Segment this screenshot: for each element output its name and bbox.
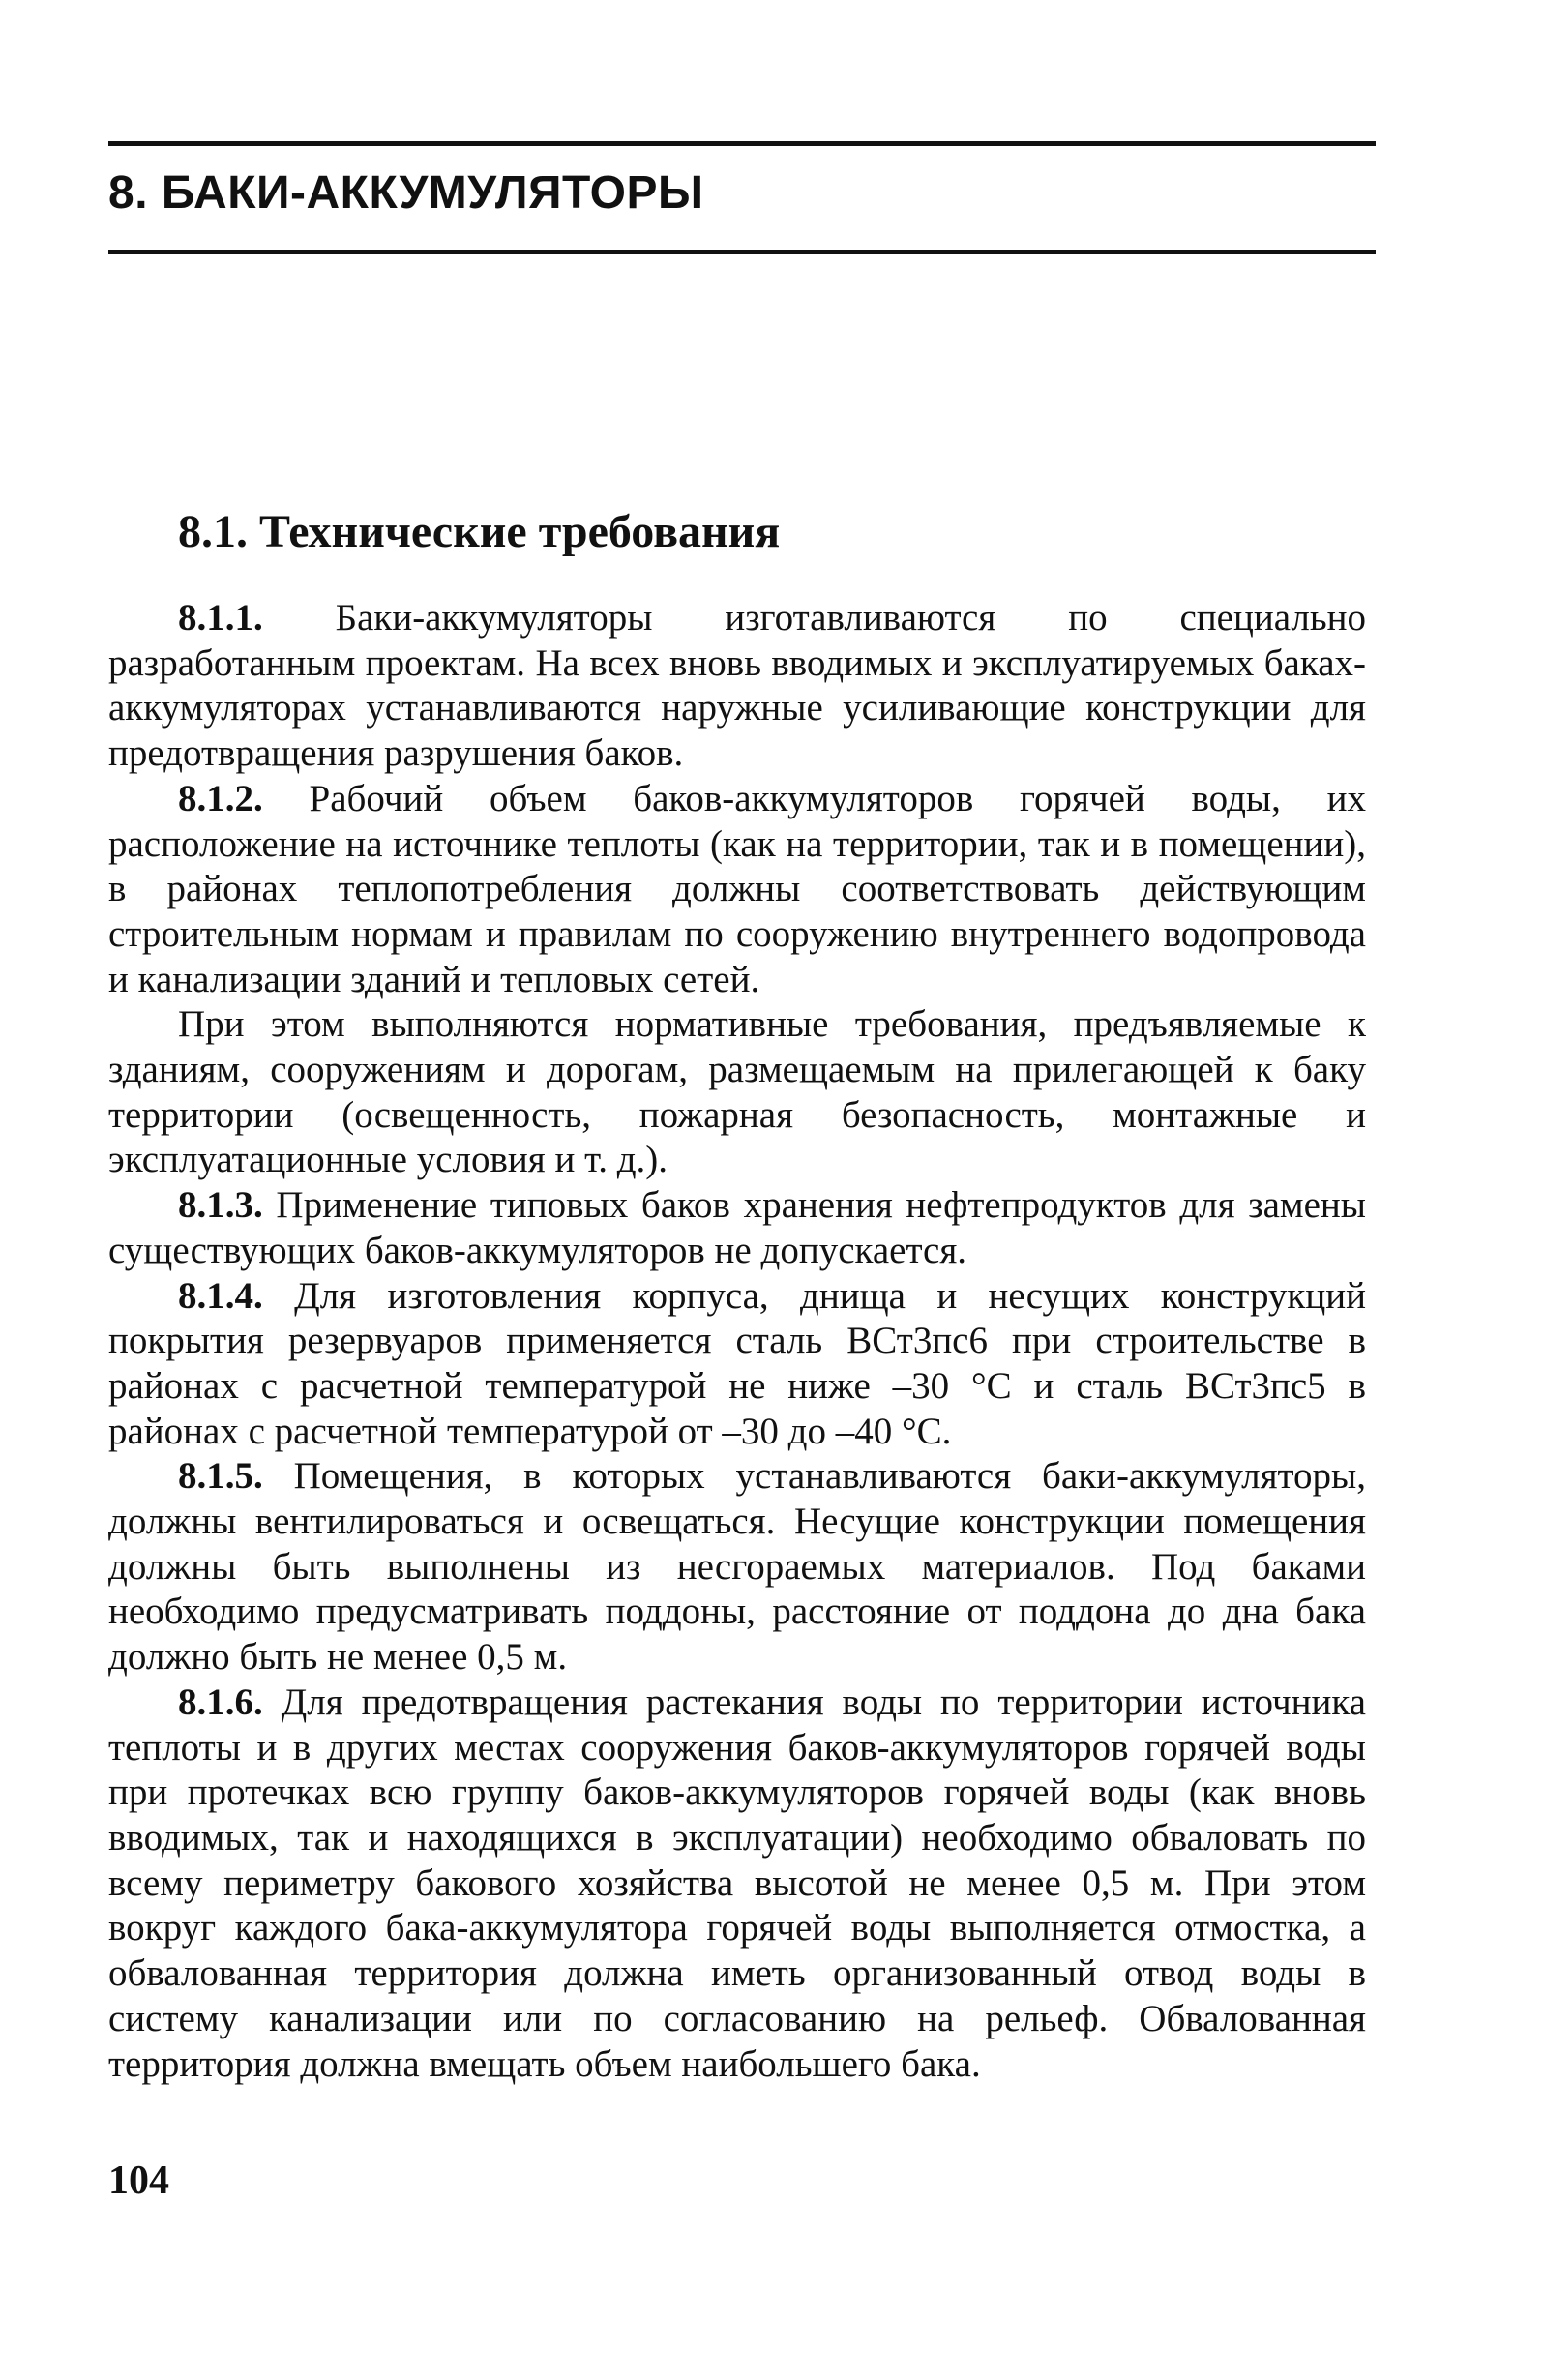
paragraph-8-1-1	[108, 596, 1366, 777]
paragraph-number: 8.1.3.	[178, 1184, 263, 1227]
paragraph-text: При этом выполняются нормативные требования, предъявляемые к зданиям, сооружениям и дорогам, размещаемым на прилегающей к баку территории (освещенность, пожарная безопасность, монтажные и эксплуатационные условия и т. д.).	[108, 1003, 1366, 1181]
paragraph-number: 8.1.1.	[178, 597, 263, 639]
paragraph-text: Применение типовых баков хранения нефтепродуктов для замены существующих баков-аккумуляторов не допускается.	[108, 1184, 1366, 1271]
paragraph-8-1-2	[108, 777, 1366, 1003]
paragraph-text: Баки-аккумуляторы изготавливаются по специально разработанным проектам. На всех вновь вводимых и эксплуатируемых баках-аккумуляторах устанавливаются наружные усиливающие конструкции для предотвращения разрушения баков.	[108, 597, 1366, 775]
paragraph-8-1-4	[108, 1274, 1366, 1455]
paragraph-8-1-2-continued	[108, 1002, 1366, 1183]
paragraph-text: Для изготовления корпуса, днища и несущих конструкций покрытия резервуаров применяется сталь ВСт3пс6 при строительстве в районах с расчетной температурой не ниже –30 °С и сталь ВСт3пс5 в районах с расчетной температурой от –30 до –40 °С.	[108, 1274, 1366, 1452]
paragraph-text: Для предотвращения растекания воды по территории источника теплоты и в других местах сооружения баков-аккумуляторов горячей воды при протечках всю группу баков-аккумуляторов горячей воды (как вновь вводимых, так и находящихся в эксплуатации) необходимо обваловать по всему периметру бакового хозяйства высотой не менее 0,5 м. При этом вокруг каждого бака-аккумулятора горячей воды выполняется отмостка, а обвалованная территория должна иметь организованный отвод воды в систему канализации или по согласованию на рельеф. Обвалованная территория должна вмещать объем наибольшего бака.	[108, 1681, 1366, 2085]
paragraph-text: Помещения, в которых устанавливаются баки-аккумуляторы, должны вентилироваться и освещаться. Несущие конструкции помещения должны быть выполнены из несгораемых материалов. Под баками необходимо предусматривать поддоны, расстояние от поддона до дна бака должно быть не менее 0,5 м.	[108, 1455, 1366, 1679]
page-number: 104	[108, 2158, 169, 2203]
paragraph-text: Рабочий объем баков-аккумуляторов горячей воды, их расположение на источнике теплоты (как на территории, так и в помещении), в районах теплопотребления должны соответствовать действующим строительным нормам и правилам по сооружению внутреннего водопровода и канализации зданий и тепловых сетей.	[108, 777, 1366, 1000]
chapter-title: 8. БАКИ-АККУМУЛЯТОРЫ	[108, 167, 704, 219]
paragraph-number: 8.1.5.	[178, 1455, 263, 1498]
paragraph-8-1-3	[108, 1183, 1366, 1273]
paragraph-number: 8.1.4.	[178, 1274, 263, 1317]
section-title: 8.1. Технические требования	[178, 506, 781, 557]
body-text	[108, 596, 1366, 2087]
chapter-bottom-rule	[108, 250, 1376, 254]
chapter-top-rule	[108, 141, 1376, 146]
paragraph-number: 8.1.2.	[178, 777, 263, 819]
paragraph-8-1-5	[108, 1454, 1366, 1681]
paragraph-number: 8.1.6.	[178, 1681, 263, 1723]
paragraph-8-1-6	[108, 1681, 1366, 2087]
